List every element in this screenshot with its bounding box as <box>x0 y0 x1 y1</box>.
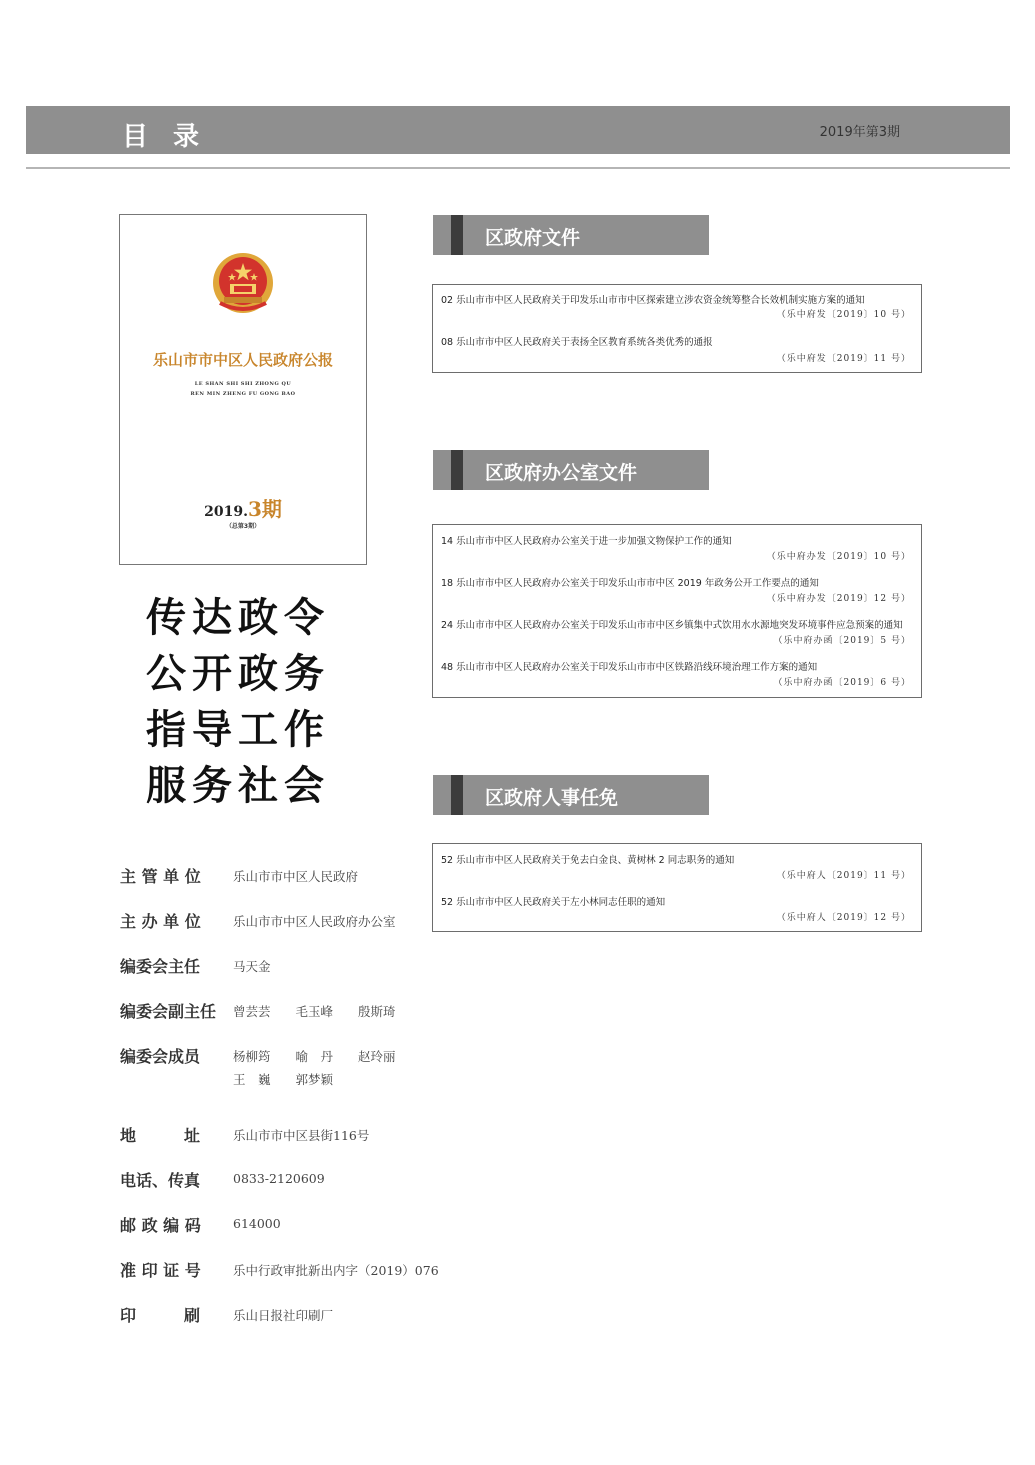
cover-thumbnail <box>119 214 367 565</box>
cover-pinyin-line1: LE SHAN SHI SHI ZHONG QU <box>194 381 292 387</box>
info-value-phone-fax: 0833-2120609 <box>233 1171 325 1186</box>
toc-item-doc-number: （乐中府办函〔2019〕5 号） <box>773 636 911 646</box>
cover-pinyin-line2: REN MIN ZHENG FU GONG BAO <box>190 391 296 397</box>
slogan-line: 指导工作 <box>146 707 330 753</box>
slogan-line: 传达政令 <box>146 595 330 641</box>
info-value-address: 乐山市市中区县街116号 <box>233 1128 370 1143</box>
slogan-line: 服务社会 <box>146 763 330 809</box>
section-title: 区政府文件 <box>485 227 581 249</box>
national-emblem-icon <box>210 251 276 317</box>
header-divider <box>26 167 1010 169</box>
toc-item[interactable] <box>441 854 911 881</box>
toc-item-doc-number: （乐中府办发〔2019〕10 号） <box>766 552 911 562</box>
info-value-supervisor: 乐山市市中区人民政府 <box>233 869 359 884</box>
info-value-deputy-editors: 曾芸芸 毛玉峰 殷斯琦 <box>233 1004 396 1019</box>
toc-item-doc-number: （乐中府发〔2019〕10 号） <box>776 310 911 320</box>
info-label-address: 地 址 <box>120 1126 201 1145</box>
info-label-deputy-editors: 编委会副主任 <box>120 1002 217 1021</box>
info-label-printer: 印 刷 <box>120 1306 201 1325</box>
section-title: 区政府人事任免 <box>485 787 619 809</box>
info-label-sponsor: 主 办 单 位 <box>120 912 201 931</box>
page-title: 目 录 <box>122 122 208 152</box>
section-header-bar <box>451 775 463 815</box>
section-header-personnel <box>433 775 709 815</box>
toc-item-title[interactable]: 24 乐山市市中区人民政府办公室关于印发乐山市市中区乡镇集中式饮用水水源地突发环境事件应急预案的通知 <box>441 620 903 631</box>
cover-total-issue: （总第3期） <box>225 523 261 530</box>
toc-item-title[interactable]: 14 乐山市市中区人民政府办公室关于进一步加强文物保护工作的通知 <box>441 536 732 547</box>
toc-item-title[interactable]: 52 乐山市市中区人民政府关于左小林同志任职的通知 <box>441 897 666 908</box>
info-label-supervisor: 主 管 单 位 <box>120 867 201 886</box>
cover-year: 2019. <box>204 504 248 520</box>
toc-item[interactable] <box>441 535 911 562</box>
toc-item-doc-number: （乐中府办发〔2019〕12 号） <box>766 594 911 604</box>
info-value-editor-in-chief: 马天金 <box>233 959 271 974</box>
info-label-editor-in-chief: 编委会主任 <box>120 957 201 976</box>
toc-item-doc-number: （乐中府办函〔2019〕6 号） <box>773 678 911 688</box>
toc-box-district-gov-docs <box>432 284 922 373</box>
info-value-printer: 乐山日报社印刷厂 <box>233 1308 334 1323</box>
toc-item[interactable] <box>441 661 911 688</box>
section-header-bar <box>451 450 463 490</box>
toc-item-doc-number: （乐中府发〔2019〕11 号） <box>776 354 911 364</box>
info-value-sponsor: 乐山市市中区人民政府办公室 <box>233 914 396 929</box>
section-title: 区政府办公室文件 <box>485 462 638 484</box>
toc-item[interactable] <box>441 619 911 646</box>
toc-item[interactable] <box>441 336 911 364</box>
info-value-committee-members: 杨柳筠 喻 丹 赵玲丽 <box>233 1049 396 1064</box>
toc-box-personnel <box>432 843 922 932</box>
toc-item-doc-number: （乐中府人〔2019〕12 号） <box>776 913 911 923</box>
toc-item[interactable] <box>441 896 911 923</box>
info-value-print-permit: 乐中行政审批新出内字（2019）076 <box>233 1263 439 1278</box>
cover-title: 乐山市市中区人民政府公报 <box>152 351 333 369</box>
toc-item[interactable] <box>441 577 911 604</box>
cover-issue-number: 3期 <box>247 497 282 521</box>
toc-item-title[interactable]: 48 乐山市市中区人民政府办公室关于印发乐山市市中区铁路沿线环境治理工作方案的通知 <box>441 662 818 673</box>
section-header-district-gov-docs <box>433 215 709 255</box>
info-label-phone-fax: 电话、传真 <box>120 1171 201 1190</box>
toc-box-district-office-docs <box>432 524 922 698</box>
toc-item[interactable] <box>441 294 911 320</box>
info-value-committee-members-line2: 王 巍 郭梦颖 <box>233 1072 334 1087</box>
issue-label: 2019年第3期 <box>819 125 900 140</box>
info-label-print-permit: 准 印 证 号 <box>120 1261 201 1280</box>
toc-item-title[interactable]: 52 乐山市市中区人民政府关于免去白金良、黄树林 2 同志职务的通知 <box>441 855 735 866</box>
toc-item-title[interactable]: 08 乐山市市中区人民政府关于表扬全区教育系统各类优秀的通报 <box>441 337 713 348</box>
info-label-postal-code: 邮 政 编 码 <box>120 1216 201 1235</box>
info-label-committee-members: 编委会成员 <box>120 1047 201 1066</box>
info-value-postal-code: 614000 <box>233 1216 281 1231</box>
section-header-bar <box>451 215 463 255</box>
slogan-line: 公开政务 <box>146 651 330 697</box>
section-header-district-office-docs <box>433 450 709 490</box>
toc-item-title[interactable]: 18 乐山市市中区人民政府办公室关于印发乐山市市中区 2019 年政务公开工作要点的通知 <box>441 578 819 589</box>
cover-issue <box>120 493 366 522</box>
toc-item-title[interactable]: 02 乐山市市中区人民政府关于印发乐山市市中区探索建立涉农资金统筹整合长效机制实施方案的通知 <box>441 295 865 306</box>
toc-item-doc-number: （乐中府人〔2019〕11 号） <box>776 871 911 881</box>
